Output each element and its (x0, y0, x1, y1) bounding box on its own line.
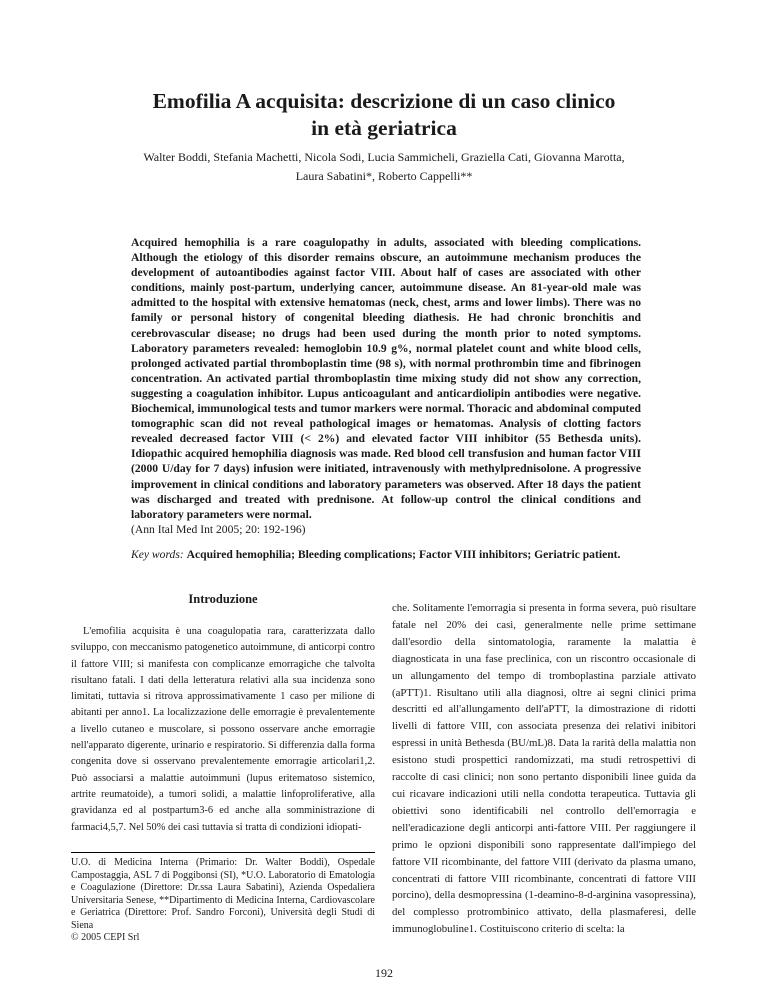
authors-line-2: Laura Sabatini*, Roberto Cappelli** (295, 169, 473, 183)
right-column (392, 600, 696, 938)
title-line-1: Emofilia A acquisita: descrizione di un caso clinico (152, 89, 616, 113)
title-line-2: in età geriatrica (311, 116, 457, 140)
intro-paragraph-continued: che. Solitamente l'emorragia si presenta in forma severa, può risultare fatale nel 20% dei casi, generalmente nelle prime settimane dall'esordio della sintomatologia, raramente la malattia è diagnosticata in una fase preclinica, con un riscontro occasionale di un allungamento del tempo di tromboplastina parziale attivato (aPTT)1. Risultano utili alla diagnosi, oltre ai segni clinici prima descritti ed all'allungamento dell'aPTT, la dimostrazione di ridotti livelli di fattore VIII, con associata presenza dei relativi inibitori espressi in unità Bethesda (BU/mL)8. Data la rarità della malattia non esistono studi prospettici randomizzati, ma studi retrospettivi di raccolte di casi clinici; non sono pertanto disponibili linee guida da cui ricavare indicazioni utili nella condotta terapeutica. Tuttavia gli obiettivi sono identificabili nel controllo dell'emorragia e nell'eradicazione degli anticorpi anti-fattore VIII. Per raggiungere il primo le opzioni disponibili sono rappresentate dall'impiego del fattore VII ricombinante, del fattore VIII (derivato da plasma umano, concentrati di fattore VIII ricombinante, concentrati di fattore VIII porcino), della desmopressina (1-deamino-8-d-arginina vasopressina), del complesso protrombinico attivato, della plasmaferesi, delle immunoglobuline1. Costituiscono criterio di scelta: la (392, 602, 696, 936)
footnote-rule (71, 852, 375, 853)
affiliation-block (71, 852, 375, 945)
citation: (Ann Ital Med Int 2005; 20: 192-196) (131, 522, 306, 536)
page-number: 192 (375, 966, 393, 980)
left-column (71, 624, 375, 836)
keywords-text: Acquired hemophilia; Bleeding complications; Factor VIII inhibitors; Geriatric patient. (186, 548, 621, 561)
article-title (60, 88, 708, 142)
author-list (70, 148, 698, 186)
authors-line-1: Walter Boddi, Stefania Machetti, Nicola Sodi, Lucia Sammicheli, Graziella Cati, Giovanna Marotta, (143, 150, 625, 164)
intro-paragraph: L'emofilia acquisita è una coagulopatia rara, caratterizzata dallo sviluppo, con meccanismo patogenetico autoimmune, di anticorpi contro il fattore VIII; si manifesta con complicanze emorragiche che talvolta risultano fatali. I dati della letteratura relativi alla sua incidenza sono limitati, tuttavia si ritrova approssimativamente 1 caso per milione di abitanti per anno1. La localizzazione delle emorragie è prevalentemente a livello cutaneo e muscolare, si possono osservare anche emorragie nell'apparato digerente, urinario e respiratorio. Si differenzia dalla forma congenita dove si osservano prevalentemente emorragie articolari1,2. Può associarsi a malattie autoimmuni (lupus eritematoso sistemico, artrite reumatoide), a tumori solidi, a malattie linfoproliferative, alla gravidanza ed al postpartum3-6 ed anche alla somministrazione di farmaci4,5,7. Nel 50% dei casi tuttavia si tratta di condizioni idiopati- (71, 626, 375, 833)
abstract-text: Acquired hemophilia is a rare coagulopathy in adults, associated with bleeding complications. Although the etiology of this disorder remains obscure, an autoimmune mechanism produces the development of autoantibodies against factor VIII. About half of cases are associated with other conditions, mainly post-partum, underlying cancer, autoimmune disease. An 81-year-old male was admitted to the hospital with extensive hematomas (neck, chest, arms and lower limbs). There was no family or personal history of congenital bleeding diathesis. He had chronic bronchitis and cerebrovascular disease; no drugs had been used during the month prior to noted symptoms. Laboratory parameters revealed: hemoglobin 10.9 g%, normal platelet count and white blood cells, prolonged activated partial thromboplastin time (98 s), with normal prothrombin time and fibrinogen concentration. An activated partial thromboplastin time mixing study did not show any correction, suggesting a coagulation inhibitor. Lupus anticoagulant and anticardiolipin antibodies were negative. Biochemical, immunological tests and tumor markers were normal. Thoracic and abdominal computed tomographic scan did not reveal pathological images or hematomas. Analysis of clotting factors revealed decreased factor VIII (< 2%) and elevated factor VIII inhibitor (55 Bethesda units). Idiopathic acquired hemophilia diagnosis was made. Red blood cell transfusion and human factor VIII (2000 U/day for 7 days) infusion were initiated, intravenously with methylprednisolone. A progressive improvement in clinical conditions and laboratory parameters was observed. After 18 days the patient was discharged and treated with prednisone. At follow-up control the clinical conditions and laboratory parameters were normal. (131, 236, 641, 521)
section-title: Introduzione (188, 592, 258, 606)
copyright: © 2005 CEPI Srl (71, 932, 140, 943)
keywords (131, 547, 641, 562)
affiliation-text: U.O. di Medicina Interna (Primario: Dr. Walter Boddi), Ospedale Campostaggia, ASL 7 di Poggibonsi (SI), *U.O. Laboratorio di Ematologia e Coagulazione (Direttore: Dr.ssa Laura Sabatini), Azienda Ospedaliera Universitaria Senese, **Dipartimento di Medicina Interna, Cardiovascolare e Geriatrica (Direttore: Prof. Sandro Forconi), Università degli Studi di Siena (71, 857, 375, 931)
keywords-label: Key words: (131, 548, 184, 561)
abstract (131, 235, 641, 537)
